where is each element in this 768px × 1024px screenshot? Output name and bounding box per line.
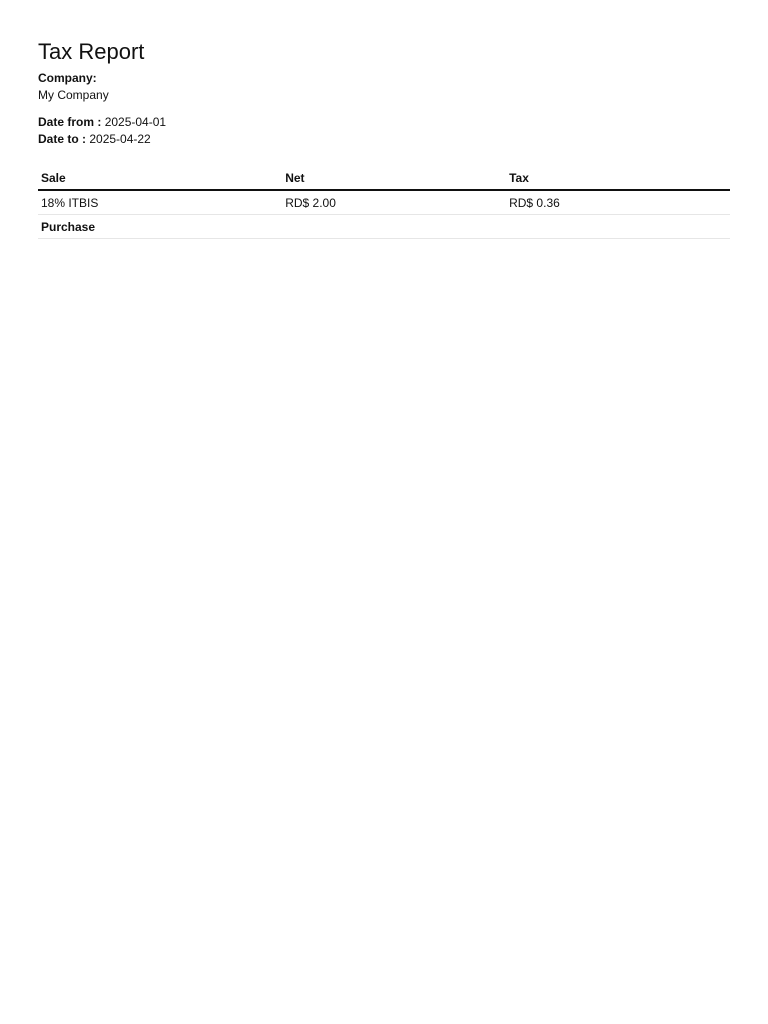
- table-row: [38, 190, 730, 215]
- header-tax: Tax: [506, 166, 730, 190]
- date-from-label: Date from :: [38, 115, 102, 129]
- header-net: Net: [282, 166, 506, 190]
- report-page: [38, 38, 730, 239]
- date-from-line: [38, 114, 730, 131]
- tax-table: [38, 166, 730, 239]
- purchase-net-cell: [282, 215, 506, 239]
- header-row: [38, 166, 730, 190]
- tax-table-body: [38, 190, 730, 239]
- header-sale: Sale: [38, 166, 282, 190]
- date-range: [38, 114, 730, 148]
- company-label: Company:: [38, 71, 97, 85]
- tax-table-header: [38, 166, 730, 190]
- date-to-line: [38, 131, 730, 148]
- purchase-group-row: [38, 215, 730, 239]
- purchase-tax-cell: [506, 215, 730, 239]
- report-title: Tax Report: [38, 39, 145, 64]
- date-to-value: 2025-04-22: [89, 132, 151, 146]
- company-info: [38, 70, 730, 104]
- date-from-value: 2025-04-01: [104, 115, 167, 129]
- net-amount-cell: RD$ 2.00: [282, 190, 506, 215]
- tax-amount-cell: RD$ 0.36: [506, 190, 730, 215]
- company-name: My Company: [38, 88, 109, 102]
- purchase-group-label: Purchase: [38, 215, 282, 239]
- date-to-label: Date to :: [38, 132, 86, 146]
- tax-name-cell: 18% ITBIS: [38, 190, 282, 215]
